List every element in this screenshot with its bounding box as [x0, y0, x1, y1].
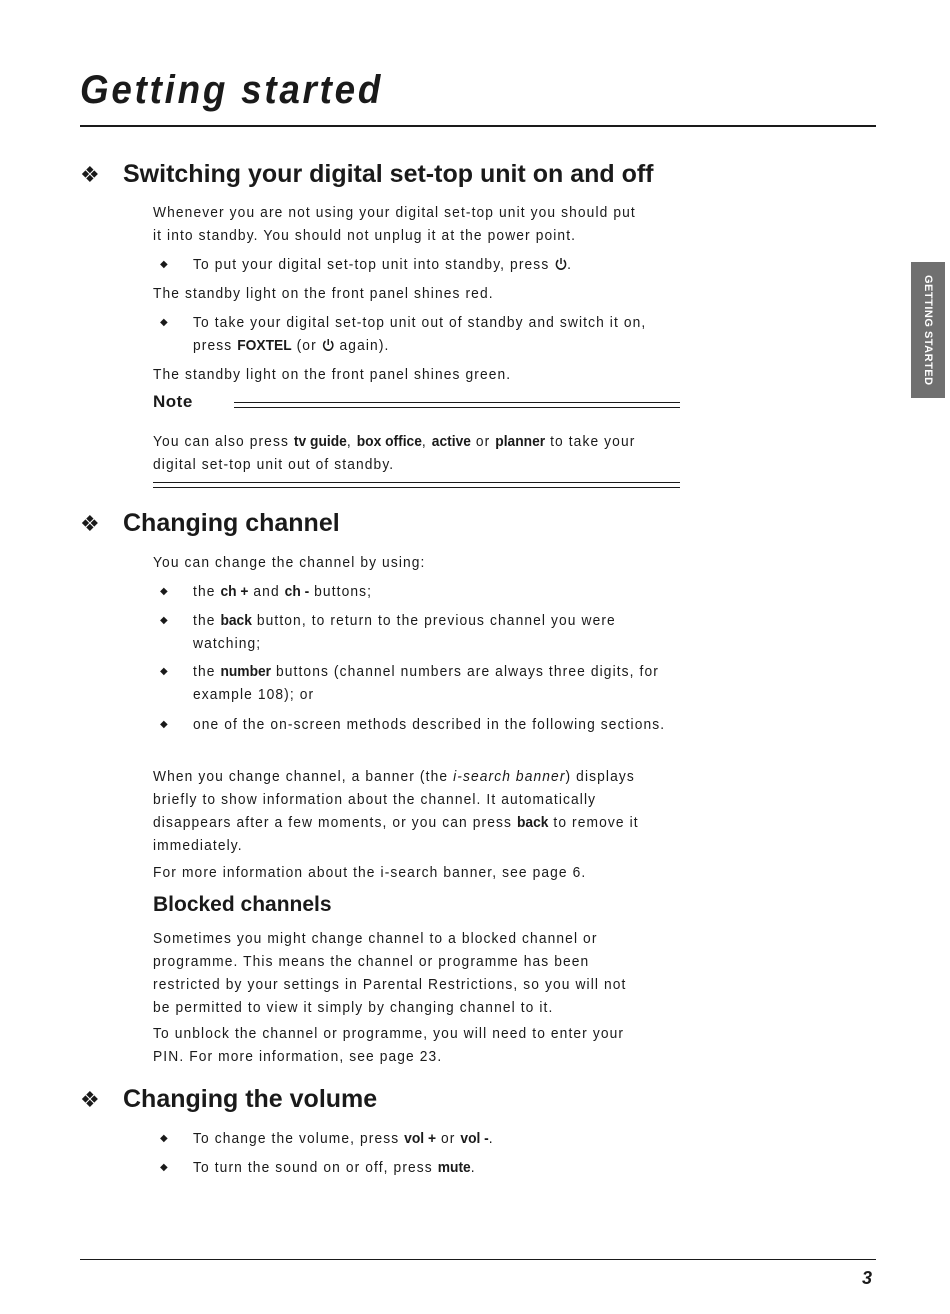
section-heading-volume	[80, 1083, 377, 1116]
note-rule	[234, 402, 680, 410]
list-item-text: the back button, to return to the previous channel you were watching;	[193, 612, 616, 652]
bullet-icon: ◆	[160, 1133, 169, 1144]
page-number: 3	[862, 1268, 873, 1288]
list-item	[160, 660, 720, 706]
heading-marker-icon: ❖	[80, 511, 100, 536]
list-item	[160, 580, 720, 603]
power-icon	[322, 338, 335, 352]
bullet-icon: ◆	[160, 259, 169, 270]
section-heading-standby	[80, 158, 654, 191]
list-item-text: To turn the sound on or off, press mute.	[193, 1159, 476, 1176]
bullet-icon: ◆	[160, 615, 169, 626]
section-tab-label: GETTING STARTED	[922, 274, 934, 386]
paragraph: You can change the channel by using:	[153, 554, 426, 571]
list-item-text: To change the volume, press vol + or vol -.	[193, 1130, 494, 1147]
bullet-icon: ◆	[160, 317, 169, 328]
note-rule	[153, 482, 680, 490]
section-heading-text: Switching your digital set-top unit on and off	[123, 160, 654, 188]
bullet-icon: ◆	[160, 1162, 169, 1173]
section-heading-text: Changing the volume	[123, 1085, 378, 1113]
paragraph: When you change channel, a banner (the i-search banner) displays briefly to show information about the channel. It automatically disappears after a few moments, or you can press back to remove it immediately.	[153, 768, 639, 854]
bullet-icon: ◆	[160, 666, 169, 677]
list-item	[160, 1127, 720, 1150]
list-item-text: one of the on-screen methods described in the following sections.	[193, 716, 666, 733]
list-item	[160, 253, 720, 276]
list-item-text: the number buttons (channel numbers are always three digits, for example 108); or	[193, 663, 659, 703]
paragraph: For more information about the i-search banner, see page 6.	[153, 864, 587, 881]
note-label: Note	[153, 392, 193, 411]
page-title: Getting started	[80, 68, 384, 112]
paragraph: The standby light on the front panel shines green.	[153, 366, 512, 383]
paragraph: Whenever you are not using your digital set-top unit you should put it into standby. You should not unplug it at the power point.	[153, 204, 636, 244]
subheading-blocked-channels: Blocked channels	[153, 893, 332, 916]
section-heading-changing-channel	[80, 507, 340, 540]
bullet-icon: ◆	[160, 719, 169, 730]
list-item	[160, 713, 720, 736]
power-icon	[554, 257, 567, 271]
list-item	[160, 311, 720, 357]
section-heading-text: Changing channel	[123, 509, 340, 537]
list-item-text: To put your digital set-top unit into standby, press .	[193, 256, 573, 273]
footer-rule	[80, 1259, 876, 1260]
bullet-icon: ◆	[160, 586, 169, 597]
list-item	[160, 1156, 720, 1179]
paragraph: To unblock the channel or programme, you will need to enter your PIN. For more information, see page 23.	[153, 1025, 625, 1065]
section-tab	[911, 262, 945, 398]
list-item-text: To take your digital set-top unit out of standby and switch it on, press FOXTEL (or again).	[193, 314, 647, 354]
paragraph: The standby light on the front panel shines red.	[153, 285, 494, 302]
header-rule	[80, 125, 876, 127]
paragraph: Sometimes you might change channel to a blocked channel or programme. This means the channel or programme has been restricted by your settings in Parental Restrictions, so you will not be permitted to view it simply by changing channel to it.	[153, 930, 627, 1016]
heading-marker-icon: ❖	[80, 162, 100, 187]
list-item	[160, 609, 720, 655]
list-item-text: the ch + and ch - buttons;	[193, 583, 373, 600]
note-text: You can also press tv guide, box office, active or planner to take your digital set-top unit out of standby.	[153, 433, 636, 473]
heading-marker-icon: ❖	[80, 1087, 100, 1112]
